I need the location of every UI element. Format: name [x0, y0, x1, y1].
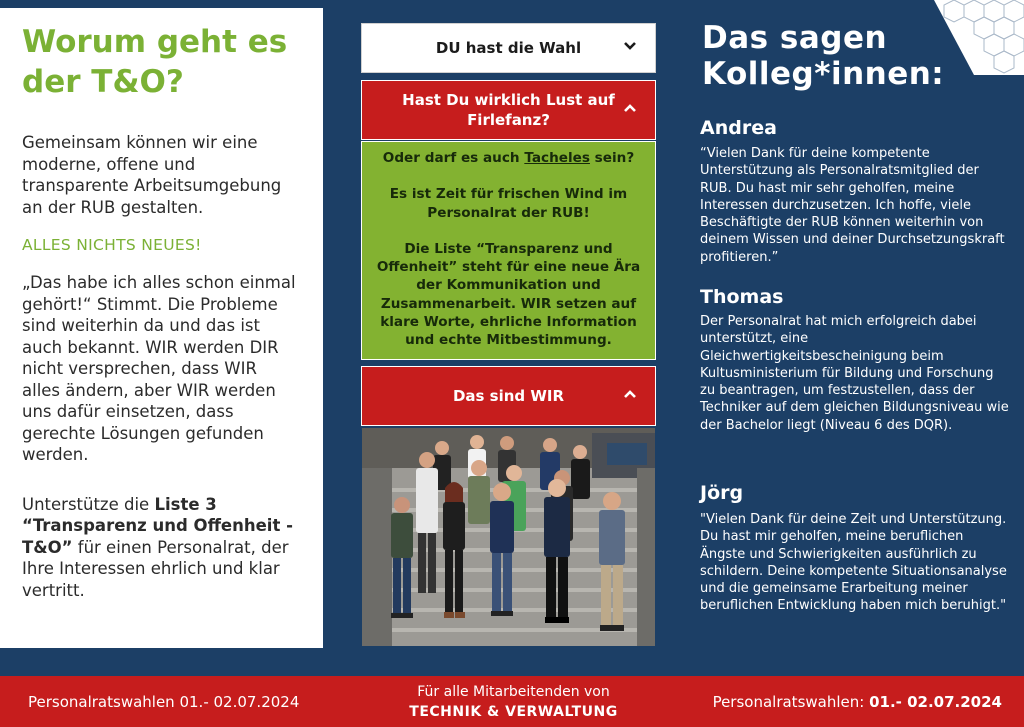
panel-line-1: [372, 149, 645, 167]
intro-paragraph: Gemeinsam können wir eine moderne, offene und transparente Arbeitsumgebung an der RUB gestalten.: [22, 133, 282, 217]
chevron-down-icon: [623, 38, 637, 58]
accordion-item-firlefanz[interactable]: [361, 80, 656, 140]
body-paragraph: „Das habe ich alles schon einmal gehört!“ Stimmt. Die Probleme sind weiterhin da und das ist auch bekannt. WIR werden DIR nicht versprechen, dass WIR alles ändern, aber WIR werden uns dafür einsetzen, dass gerechte Lösungen gefunden werden.: [22, 273, 296, 464]
footer-election-date-right: [713, 693, 1002, 711]
testimonial-name: Thomas: [700, 286, 784, 308]
left-title: Worum geht es der T&O?: [22, 24, 288, 100]
hexagon-pattern-icon: [934, 0, 1024, 75]
testimonial-name: Jörg: [700, 482, 744, 504]
footer-audience-line2: TECHNIK & VERWALTUNG: [409, 704, 618, 720]
footer-audience-line1: Für alle Mitarbeitenden von: [417, 684, 610, 700]
support-paragraph: [22, 494, 299, 602]
footer-election-date: Personalratswahlen 01.- 02.07.2024: [28, 693, 300, 711]
team-photo: [362, 428, 655, 646]
support-prefix: Unterstütze die: [22, 494, 155, 514]
testimonial-quote: Der Personalrat hat mich erfolgreich dabei unterstützt, eine Gleichwertigkeitsbescheinigung beim Kultusministerium für Bildung und Forschung zu beantragen, um festzustellen, dass der Techniker auf dem gleichen Bildungsniveau wie der Bachelor liegt (Niveau 6 des DQR).: [700, 314, 1009, 433]
tacheles-link[interactable]: Tacheles: [524, 150, 590, 166]
accordion-item-label: DU hast die Wahl: [435, 39, 582, 57]
accordion-item-label: Hast Du wirklich Lust auf Firlefanz?: [402, 91, 615, 129]
footer-audience: [381, 682, 646, 722]
accordion-item-wahl[interactable]: [361, 23, 656, 73]
left-panel: [0, 8, 323, 648]
section-subheading: ALLES NICHTS NEUES!: [22, 236, 202, 254]
panel-line-3: Die Liste “Transparenz und Offenheit” steht für eine neue Ära der Kommunikation und Zusammenarbeit. WIR setzen auf klare Worte, ehrliche Information und echte Mitbestimmung.: [376, 240, 641, 349]
panel-text: sein?: [589, 150, 635, 166]
accordion-item-wir[interactable]: [361, 366, 656, 426]
footer-bar: [0, 676, 1024, 727]
accordion-panel: [361, 141, 656, 360]
footer-right-date: 01.- 02.07.2024: [869, 693, 1002, 711]
panel-line-2: Es ist Zeit für frischen Wind im Personalrat der RUB!: [389, 186, 628, 221]
chevron-up-icon: [623, 100, 637, 120]
panel-text: Oder darf es auch: [382, 150, 525, 166]
chevron-up-icon: [623, 386, 637, 406]
testimonial-quote: “Vielen Dank für deine kompetente Unterstützung als Personalratsmitglied der RUB. Du hast mir sehr geholfen, meine Interessen durchzusetzen. Ich hoffe, viele Beschäftigte der RUB können weiterhin von deinem Wissen und deiner Durchsetzungskraft profitieren.”: [700, 146, 1005, 265]
testimonial-name: Andrea: [700, 117, 777, 139]
support-suffix: für einen Personalrat, der Ihre Interessen ehrlich und klar vertritt.: [22, 537, 289, 600]
list-name: Liste 3 “Transparenz und Offenheit - T&O”: [22, 494, 293, 557]
testimonials-title: Das sagen Kolleg*innen:: [702, 20, 945, 92]
footer-right-prefix: Personalratswahlen:: [712, 693, 870, 711]
accordion-item-label: Das sind WIR: [452, 387, 565, 405]
team-photo-illustration: [362, 428, 655, 646]
testimonial-quote: "Vielen Dank für deine Zeit und Unterstützung. Du hast mir geholfen, meine beruflichen Ängste und Schwierigkeiten ausführlich zu schildern. Deine kompetente Situationsanalyse und die gemeinsame Erarbeitung meiner beruflichen Entwicklung haben mich beruhigt.": [700, 512, 1007, 614]
